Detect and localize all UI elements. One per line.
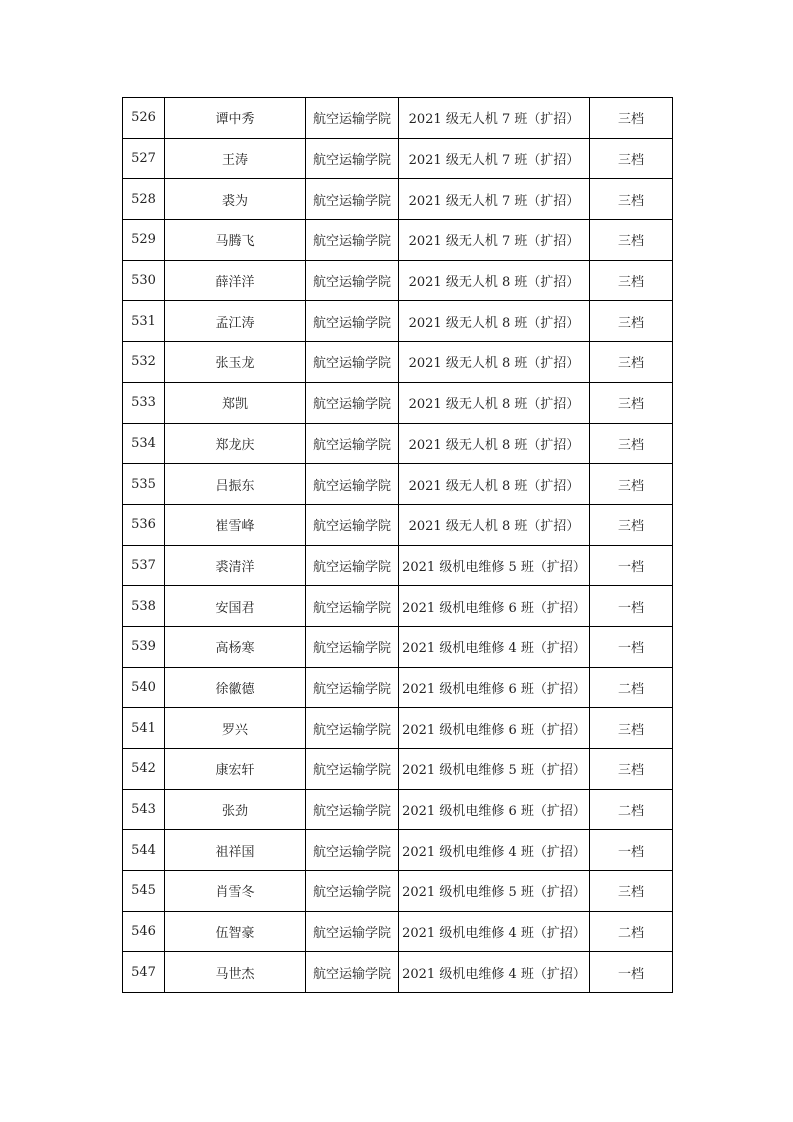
student-name-cell: 伍智豪 [165, 911, 306, 952]
student-name-cell: 罗兴 [165, 708, 306, 749]
row-number-cell: 541 [123, 708, 165, 749]
college-cell: 航空运输学院 [306, 464, 399, 505]
student-name-cell: 孟江涛 [165, 301, 306, 342]
row-number-cell: 530 [123, 260, 165, 301]
level-cell: 一档 [590, 586, 673, 627]
student-name-cell: 王涛 [165, 138, 306, 179]
table-row [123, 138, 673, 179]
class-cell: 2021 级无人机 8 班（扩招） [399, 301, 590, 342]
level-cell: 一档 [590, 545, 673, 586]
college-cell: 航空运输学院 [306, 260, 399, 301]
table-row [123, 301, 673, 342]
table-row [123, 423, 673, 464]
student-name-cell: 高杨寒 [165, 626, 306, 667]
class-cell: 2021 级机电维修 6 班（扩招） [399, 789, 590, 830]
table-row [123, 626, 673, 667]
class-cell: 2021 级机电维修 5 班（扩招） [399, 871, 590, 912]
student-name-cell: 马腾飞 [165, 220, 306, 261]
level-cell: 三档 [590, 382, 673, 423]
row-number-cell: 529 [123, 220, 165, 261]
table-row [123, 220, 673, 261]
row-number-cell: 535 [123, 464, 165, 505]
student-name-cell: 薛洋洋 [165, 260, 306, 301]
class-cell: 2021 级无人机 7 班（扩招） [399, 179, 590, 220]
table-row [123, 179, 673, 220]
class-cell: 2021 级无人机 8 班（扩招） [399, 260, 590, 301]
student-name-cell: 裘为 [165, 179, 306, 220]
level-cell: 三档 [590, 708, 673, 749]
class-cell: 2021 级机电维修 6 班（扩招） [399, 586, 590, 627]
level-cell: 三档 [590, 179, 673, 220]
table-row [123, 911, 673, 952]
table-body [123, 98, 673, 993]
level-cell: 二档 [590, 667, 673, 708]
class-cell: 2021 级无人机 8 班（扩招） [399, 504, 590, 545]
row-number-cell: 537 [123, 545, 165, 586]
table-row [123, 749, 673, 790]
table-row [123, 98, 673, 139]
table-row [123, 952, 673, 993]
college-cell: 航空运输学院 [306, 911, 399, 952]
table-row [123, 708, 673, 749]
college-cell: 航空运输学院 [306, 830, 399, 871]
table-row [123, 382, 673, 423]
college-cell: 航空运输学院 [306, 749, 399, 790]
row-number-cell: 533 [123, 382, 165, 423]
class-cell: 2021 级无人机 8 班（扩招） [399, 342, 590, 383]
student-name-cell: 谭中秀 [165, 98, 306, 139]
row-number-cell: 534 [123, 423, 165, 464]
student-name-cell: 崔雪峰 [165, 504, 306, 545]
row-number-cell: 543 [123, 789, 165, 830]
college-cell: 航空运输学院 [306, 138, 399, 179]
level-cell: 三档 [590, 871, 673, 912]
table-row [123, 504, 673, 545]
table-row [123, 260, 673, 301]
row-number-cell: 544 [123, 830, 165, 871]
college-cell: 航空运输学院 [306, 220, 399, 261]
student-name-cell: 徐徽德 [165, 667, 306, 708]
class-cell: 2021 级无人机 8 班（扩招） [399, 423, 590, 464]
class-cell: 2021 级机电维修 4 班（扩招） [399, 911, 590, 952]
student-name-cell: 张劲 [165, 789, 306, 830]
row-number-cell: 528 [123, 179, 165, 220]
college-cell: 航空运输学院 [306, 98, 399, 139]
level-cell: 三档 [590, 138, 673, 179]
row-number-cell: 547 [123, 952, 165, 993]
college-cell: 航空运输学院 [306, 626, 399, 667]
college-cell: 航空运输学院 [306, 382, 399, 423]
college-cell: 航空运输学院 [306, 789, 399, 830]
class-cell: 2021 级机电维修 4 班（扩招） [399, 830, 590, 871]
table-row [123, 871, 673, 912]
class-cell: 2021 级机电维修 6 班（扩招） [399, 667, 590, 708]
row-number-cell: 536 [123, 504, 165, 545]
class-cell: 2021 级无人机 7 班（扩招） [399, 98, 590, 139]
row-number-cell: 526 [123, 98, 165, 139]
level-cell: 三档 [590, 342, 673, 383]
level-cell: 三档 [590, 260, 673, 301]
table-row [123, 667, 673, 708]
class-cell: 2021 级无人机 7 班（扩招） [399, 138, 590, 179]
class-cell: 2021 级无人机 8 班（扩招） [399, 382, 590, 423]
college-cell: 航空运输学院 [306, 301, 399, 342]
row-number-cell: 540 [123, 667, 165, 708]
student-name-cell: 肖雪冬 [165, 871, 306, 912]
student-table [122, 97, 673, 993]
table-row [123, 545, 673, 586]
level-cell: 二档 [590, 911, 673, 952]
class-cell: 2021 级机电维修 6 班（扩招） [399, 708, 590, 749]
student-name-cell: 安国君 [165, 586, 306, 627]
level-cell: 三档 [590, 464, 673, 505]
class-cell: 2021 级机电维修 5 班（扩招） [399, 545, 590, 586]
level-cell: 一档 [590, 952, 673, 993]
table-row [123, 464, 673, 505]
student-name-cell: 马世杰 [165, 952, 306, 993]
college-cell: 航空运输学院 [306, 423, 399, 464]
college-cell: 航空运输学院 [306, 342, 399, 383]
student-name-cell: 祖祥国 [165, 830, 306, 871]
student-name-cell: 郑凯 [165, 382, 306, 423]
class-cell: 2021 级无人机 8 班（扩招） [399, 464, 590, 505]
level-cell: 二档 [590, 789, 673, 830]
student-name-cell: 康宏轩 [165, 749, 306, 790]
table-row [123, 830, 673, 871]
row-number-cell: 542 [123, 749, 165, 790]
class-cell: 2021 级机电维修 4 班（扩招） [399, 952, 590, 993]
college-cell: 航空运输学院 [306, 504, 399, 545]
class-cell: 2021 级机电维修 5 班（扩招） [399, 749, 590, 790]
table-row [123, 342, 673, 383]
row-number-cell: 531 [123, 301, 165, 342]
level-cell: 三档 [590, 98, 673, 139]
class-cell: 2021 级无人机 7 班（扩招） [399, 220, 590, 261]
level-cell: 一档 [590, 626, 673, 667]
level-cell: 三档 [590, 423, 673, 464]
row-number-cell: 546 [123, 911, 165, 952]
college-cell: 航空运输学院 [306, 179, 399, 220]
level-cell: 一档 [590, 830, 673, 871]
level-cell: 三档 [590, 504, 673, 545]
student-name-cell: 吕振东 [165, 464, 306, 505]
level-cell: 三档 [590, 301, 673, 342]
row-number-cell: 539 [123, 626, 165, 667]
college-cell: 航空运输学院 [306, 708, 399, 749]
row-number-cell: 538 [123, 586, 165, 627]
level-cell: 三档 [590, 220, 673, 261]
level-cell: 三档 [590, 749, 673, 790]
student-name-cell: 郑龙庆 [165, 423, 306, 464]
row-number-cell: 545 [123, 871, 165, 912]
college-cell: 航空运输学院 [306, 586, 399, 627]
table-row [123, 789, 673, 830]
college-cell: 航空运输学院 [306, 545, 399, 586]
college-cell: 航空运输学院 [306, 667, 399, 708]
table-row [123, 586, 673, 627]
row-number-cell: 532 [123, 342, 165, 383]
row-number-cell: 527 [123, 138, 165, 179]
college-cell: 航空运输学院 [306, 871, 399, 912]
student-name-cell: 张玉龙 [165, 342, 306, 383]
student-name-cell: 裘清洋 [165, 545, 306, 586]
class-cell: 2021 级机电维修 4 班（扩招） [399, 626, 590, 667]
college-cell: 航空运输学院 [306, 952, 399, 993]
